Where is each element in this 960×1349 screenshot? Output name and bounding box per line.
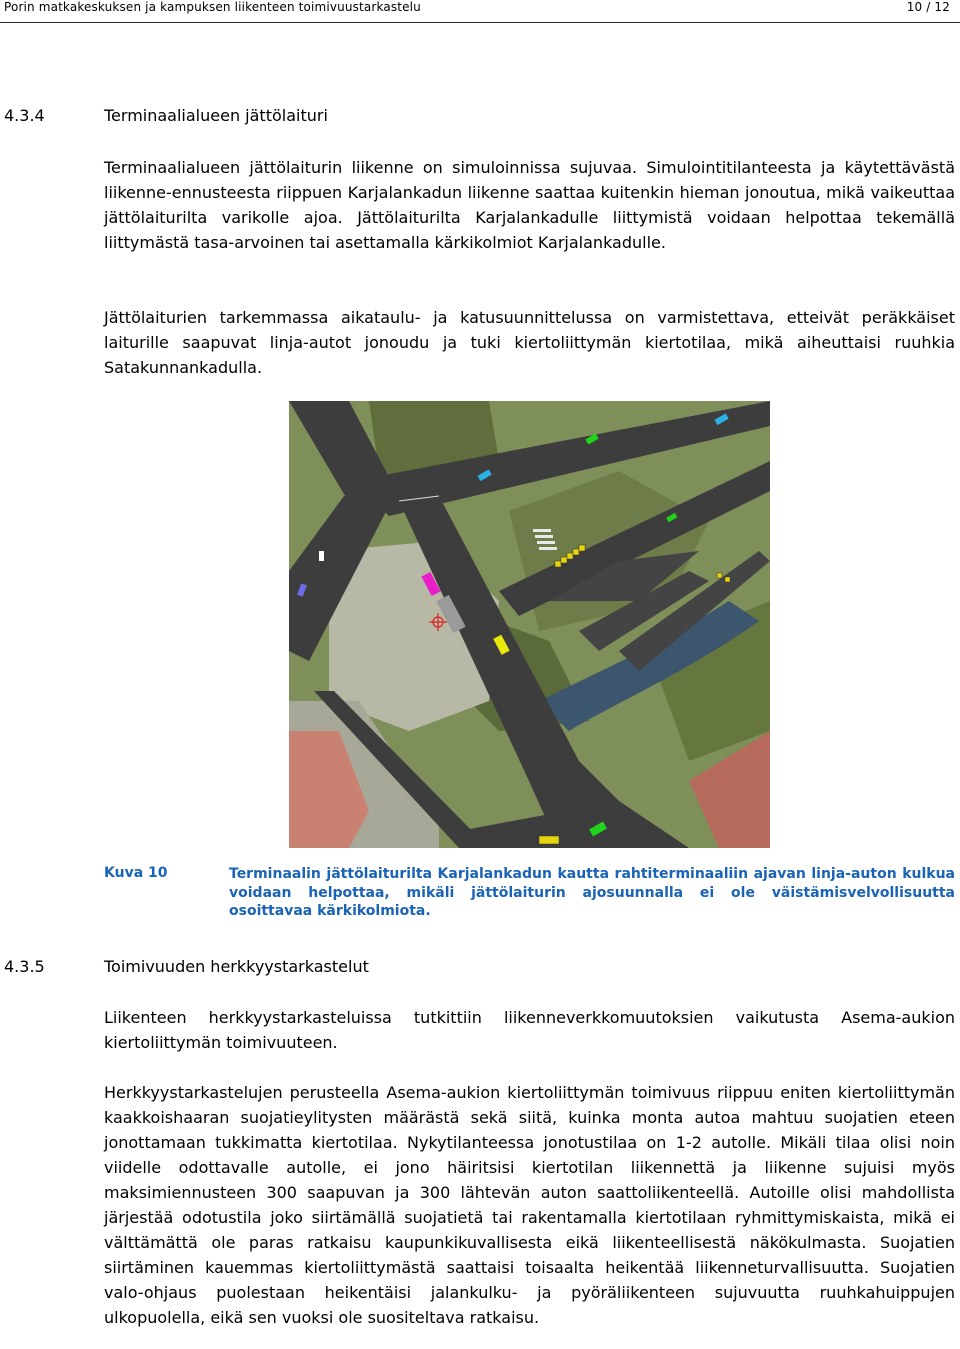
simulation-map-figure	[289, 401, 770, 848]
paragraph: Herkkyystarkastelujen perusteella Asema-aukion kiertoliittymän toimivuus riippuu eniten kiertoliittymän kaakkoishaaran suojatieylitysten määrästä sekä siitä, kuinka monta autoa mahtuu suojatien eteen jonottamaan tukkimatta kiertotilaa. Nykytilanteessa jonotustilaa on 1-2 autolle. Mikäli tilaa olisi noin viidelle odottavalle autolle, ei jono häiritsisi kiertotilan liikennettä ja liikenne sujuisi myös maksimiennusteen 300 saapuvan ja 300 lähtevän auton saattoliikenteellä. Autoille olisi mahdollista järjestää odotustila joko siirtämällä suojatietä tai rakentamalla kiertotilaan ryhmittymiskaista, mikä ei välttämättä ole paras ratkaisu kaupunkikuvallisesta eikä liikenteellisestä näkökulmasta. Suojatien siirtäminen kauemmas kiertoliittymästä saattaisi toisaalta heikentää liikenneturvallisuutta. Suojatien valo-ohjaus puolestaan heikentäisi jalankulku- ja pyöräliikenteen sujuvuutta ruuhkahuippujen ulkopuolella, eikä sen vuoksi ole suositeltava ratkaisu.	[104, 1083, 955, 1327]
paragraph: Liikenteen herkkyystarkasteluissa tutkittiin liikenneverkkomuutoksien vaikutusta Asema-aukion kiertoliittymän toimivuuteen.	[104, 1008, 955, 1052]
figure-label: Kuva 10	[104, 865, 168, 881]
section-heading-434	[4, 106, 328, 125]
paragraph: Jättölaiturien tarkemmassa aikataulu- ja katusuunnittelussa on varmistettava, etteivät peräkkäiset laiturille saapuvat linja-autot jonoudu ja tuki kiertoliittymän kiertotilaa, mikä aiheuttaisi ruuhkia Satakunnankadulla.	[104, 308, 955, 377]
figure-caption: Terminaalin jättölaiturilta Karjalankadun kautta rahtiterminaaliin ajavan linja-auton kulkua voidaan helpottaa, mikäli jättölaiturin ajosuunnalla ei ole väistämisvelvollisuutta osoittavaa kärkikolmiota.	[229, 866, 955, 919]
page-number: 10 / 12	[906, 0, 950, 14]
section-title: Terminaalialueen jättölaituri	[104, 106, 328, 125]
section-number: 4.3.4	[4, 106, 45, 125]
document-title: Porin matkakeskuksen ja kampuksen liikenteen toimivuustarkastelu	[4, 0, 421, 14]
paragraph: Terminaalialueen jättölaiturin liikenne on simuloinnissa sujuvaa. Simulointitilanteesta ja käytettävästä liikenne-ennusteesta riippuen Karjalankadun liikenne saattaa kuitenkin hieman jonoutua, mikä vaikeuttaa jättölaiturilta varikolle ajoa. Jättölaiturilta Karjalankadulle liittymistä voidaan helpottaa tekemällä liittymästä tasa-arvoinen tai asettamalla kärkikolmiot Karjalankadulle.	[104, 158, 955, 252]
section-number: 4.3.5	[4, 957, 45, 976]
page-header	[0, 0, 960, 23]
aerial-map-image	[289, 401, 770, 848]
section-heading-435	[4, 957, 369, 976]
section-title: Toimivuuden herkkyystarkastelut	[104, 957, 369, 976]
